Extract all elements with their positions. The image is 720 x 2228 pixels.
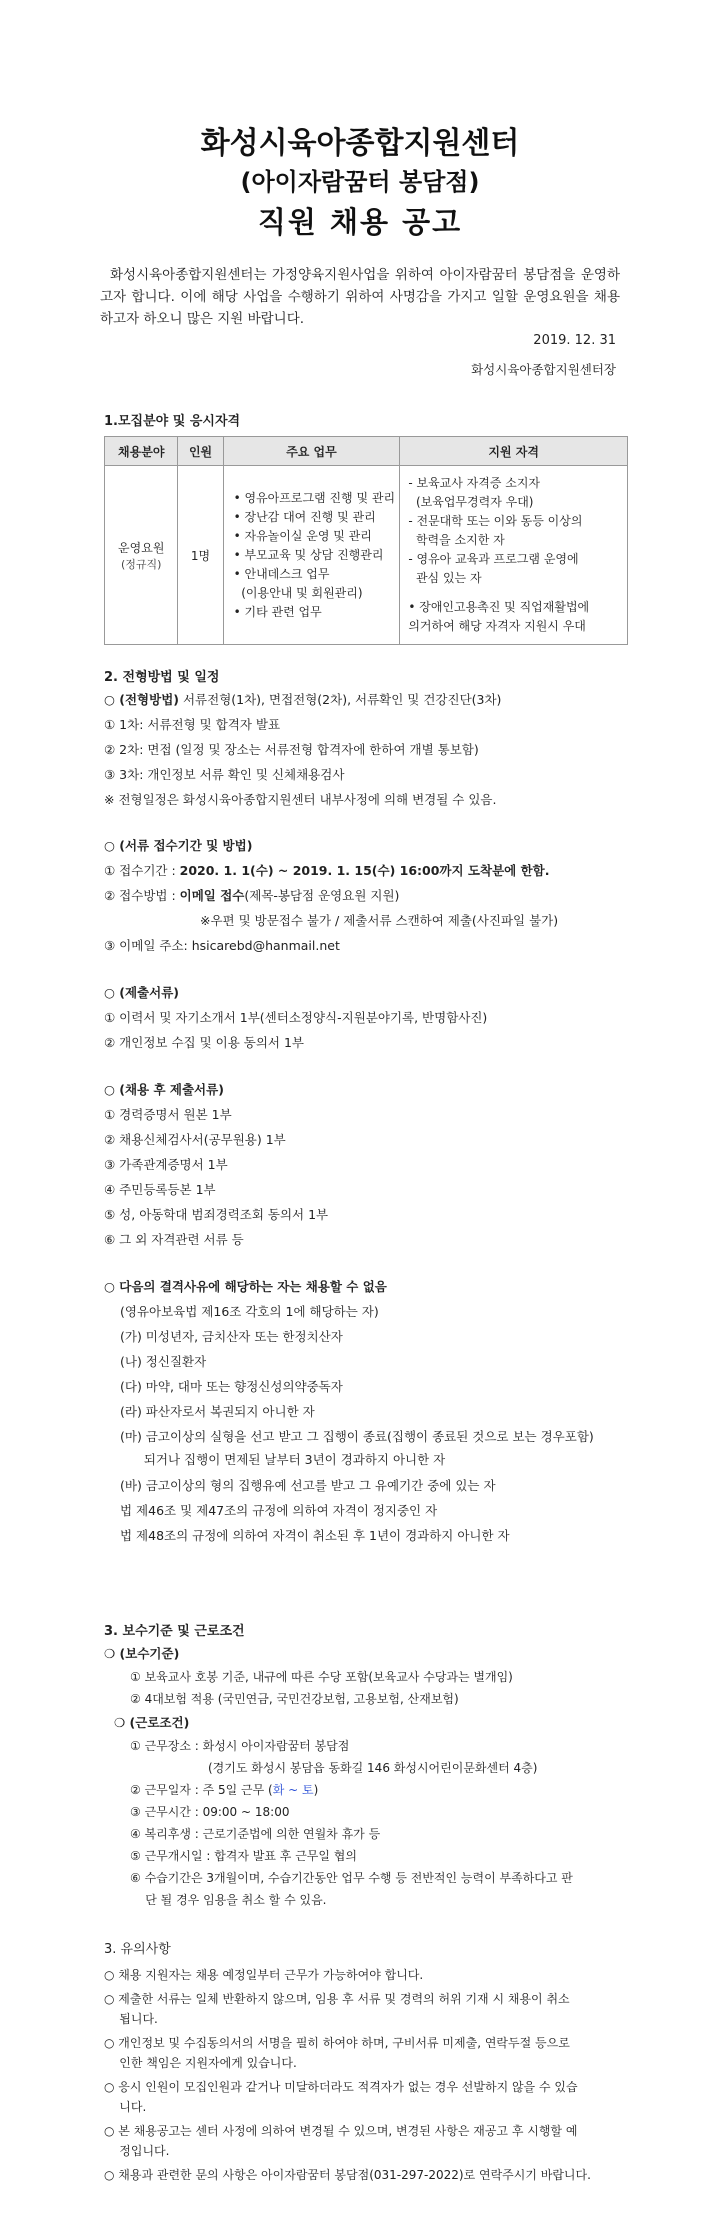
receipt-method-detail: (제목-봉담점 운영요원 지원): [244, 888, 400, 903]
note-item: ○ 채용 지원자는 채용 예정일부터 근무가 가능하여야 합니다.: [104, 1968, 424, 1982]
method-label: ○ (전형방법): [104, 692, 179, 707]
note-item: 됩니다.: [104, 2012, 158, 2026]
issuer-name: 화성시육아종합지원센터장: [471, 362, 616, 377]
schedule-note: ※ 전형일정은 화성시육아종합지원센터 내부사정에 의해 변경될 수 있음.: [104, 792, 497, 807]
pay-item: ② 4대보험 적용 (국민연금, 국민건강보험, 고용보험, 산재보험): [130, 1692, 459, 1706]
table-header-cell: 지원 자격: [400, 437, 628, 466]
notice-title-branch: (아이자람꿈터 봉담점): [240, 168, 480, 196]
section2-heading: 2. 전형방법 및 일정: [104, 670, 220, 685]
duty-item: • 영유아프로그램 진행 및 관리: [233, 490, 396, 505]
work-days-close: ): [313, 1783, 319, 1797]
duties-cell: [223, 466, 400, 645]
work-item: ⑥ 수습기간은 3개월이며, 수습기간동안 업무 수행 등 전반적인 능력이 부족하다고 판: [130, 1871, 573, 1885]
notice-title-center: 화성시육아종합지원센터: [200, 126, 520, 161]
section3-heading: 3. 보수기준 및 근로조건: [104, 1624, 245, 1639]
qualification-item: (보육업무경력자 우대): [408, 495, 534, 509]
step-item: ② 2차: 면접 (일정 및 장소는 서류전형 합격자에 한하여 개별 통보함): [104, 742, 479, 757]
duty-item: • 안내데스크 업무: [233, 566, 330, 581]
section4-heading: 3. 유의사항: [104, 1942, 171, 1957]
doc-item: ② 개인정보 수집 및 이용 동의서 1부: [104, 1035, 304, 1050]
work-days-label: ② 근무일자 : 주 5일 근무 (: [130, 1783, 273, 1797]
disqualification-item: (가) 미성년자, 금치산자 또는 한정치산자: [120, 1329, 343, 1344]
pay-heading: ❍ (보수기준): [104, 1646, 180, 1661]
step-item: ③ 3차: 개인정보 서류 확인 및 신체채용검사: [104, 767, 345, 782]
disqualification-item: (마) 금고이상의 실형을 선고 받고 그 집행이 종료(집행이 종료된 것으로 보는 경우포함): [120, 1429, 594, 1444]
note-item: 니다.: [104, 2100, 147, 2114]
disqualification-item: (나) 정신질환자: [120, 1354, 207, 1369]
receipt-note: ※우편 및 방문접수 불가 / 제출서류 스캔하여 제출(사진파일 불가): [200, 913, 559, 928]
duty-item: • 장난감 대여 진행 및 관리: [233, 509, 376, 524]
disqualification-item: (다) 마약, 대마 또는 향정신성의약중독자: [120, 1379, 343, 1394]
qualification-item: - 영유아 교육과 프로그램 운영에: [408, 552, 579, 566]
table-header-cell: 주요 업무: [223, 437, 400, 466]
qualification-item: 학력을 소지한 자: [408, 533, 505, 547]
table-row: [105, 466, 628, 645]
disqualification-item: (바) 금고이상의 형의 집행유예 선고를 받고 그 유예기간 중에 있는 자: [120, 1478, 496, 1493]
work-item: ④ 복리후생 : 근로기준법에 의한 연월차 휴가 등: [130, 1827, 381, 1841]
qualification-item: 의거하여 해당 자격자 지원시 우대: [408, 619, 586, 633]
work-item: ③ 근무시간 : 09:00 ~ 18:00: [130, 1805, 290, 1819]
count-cell: 1명: [178, 466, 223, 645]
note-item: ○ 제출한 서류는 일체 반환하지 않으며, 임용 후 서류 및 경력의 허위 기재 시 채용이 취소: [104, 1992, 570, 2006]
note-item: ○ 본 채용공고는 센터 사정에 의하여 변경될 수 있으며, 변경된 사항은 재공고 후 시행할 예: [104, 2124, 578, 2138]
note-item: ○ 채용과 관련한 문의 사항은 아이자람꿈터 봉담점(031-297-2022)로 연락주시기 바랍니다.: [104, 2168, 591, 2182]
table-header-cell: 인원: [178, 437, 223, 466]
note-item: ○ 응시 인원이 모집인원과 같거나 미달하더라도 적격자가 없는 경우 선발하지 않을 수 있습: [104, 2080, 578, 2094]
field-cell: [105, 466, 178, 645]
qualification-spacer: [408, 588, 621, 598]
pay-item: ① 보육교사 호봉 기준, 내규에 따른 수당 포함(보육교사 수당과는 별개임): [130, 1670, 513, 1684]
method-text: 서류전형(1차), 면접전형(2차), 서류확인 및 건강진단(3차): [179, 692, 502, 707]
table-header-row: [105, 437, 628, 466]
disqualification-item: 되거나 집행이 면제된 날부터 3년이 경과하지 아니한 자: [120, 1452, 446, 1467]
note-item: ○ 개인정보 및 수집동의서의 서명을 필히 하여야 하며, 구비서류 미제출, 연락두절 등으로: [104, 2036, 570, 2050]
receipt-period: 2020. 1. 1(수) ~ 2019. 1. 15(수) 16:00까지 도착분에 한함.: [179, 863, 550, 878]
qualification-item: - 전문대학 또는 이와 동등 이상의: [408, 514, 583, 528]
receipt-method: 이메일 접수: [179, 888, 245, 903]
notice-title-main: 직원 채용 공고: [257, 205, 463, 239]
receipt-period-label: ① 접수기간 :: [104, 863, 180, 878]
work-place-address: (경기도 화성시 봉담읍 동화길 146 화성시어린이문화센터 4층): [208, 1761, 538, 1775]
duty-item: • 부모교육 및 상담 진행관리: [233, 547, 384, 562]
qualification-item: • 장애인고용촉진 및 직업재활법에: [408, 600, 590, 614]
doc-item: ① 이력서 및 자기소개서 1부(센터소정양식-지원분야기록, 반명함사진): [104, 1010, 488, 1025]
field-name: 운영요원: [118, 540, 165, 555]
disqualification-item: 법 제46조 및 제47조의 규정에 의하여 자격이 정지중인 자: [120, 1503, 438, 1518]
step-item: ① 1차: 서류전형 및 합격자 발표: [104, 717, 281, 732]
after-doc-item: ① 경력증명서 원본 1부: [104, 1107, 232, 1122]
after-doc-item: ② 채용신체검사서(공무원용) 1부: [104, 1132, 286, 1147]
field-type: (정규직): [121, 557, 162, 571]
table-header-cell: 채용분야: [105, 437, 178, 466]
recruitment-table: [104, 436, 628, 645]
after-doc-item: ⑥ 그 외 자격관련 서류 등: [104, 1232, 244, 1247]
work-place: ① 근무장소 : 화성시 아이자람꿈터 봉담점: [130, 1739, 350, 1753]
duty-item: • 자유놀이실 운영 및 관리: [233, 528, 372, 543]
note-item: 정입니다.: [104, 2144, 170, 2158]
work-days: [130, 1781, 318, 1798]
after-docs-heading: ○ (채용 후 제출서류): [104, 1082, 224, 1097]
disqualification-item: (영유아보육법 제16조 각호의 1에 해당하는 자): [120, 1304, 379, 1319]
method-line: [104, 690, 501, 708]
work-days-range: 화 ~ 토: [272, 1783, 314, 1797]
disqualification-heading: ○ 다음의 결격사유에 해당하는 자는 채용할 수 없음: [104, 1279, 387, 1294]
after-doc-item: ⑤ 성, 아동학대 범죄경력조회 동의서 1부: [104, 1207, 329, 1222]
notice-date: 2019. 12. 31: [533, 333, 616, 348]
work-item: ⑤ 근무개시일 : 합격자 발표 후 근무일 협의: [130, 1849, 357, 1863]
receipt-method-label: ② 접수방법 :: [104, 888, 180, 903]
intro-paragraph: 화성시육아종합지원센터는 가정양육지원사업을 위하여 아이자람꿈터 봉담점을 운영하고자 합니다. 이에 해당 사업을 수행하기 위하여 사명감을 가지고 일할 운영요원을 채용하고자 하오니 많은 지원 바랍니다.: [100, 267, 620, 327]
docs-heading: ○ (제출서류): [104, 985, 179, 1000]
after-doc-item: ③ 가족관계증명서 1부: [104, 1157, 228, 1172]
disqualification-item: (라) 파산자로서 복권되지 아니한 자: [120, 1404, 315, 1419]
receipt-email: ③ 이메일 주소: hsicarebd@hanmail.net: [104, 938, 340, 953]
qualifications-cell: [400, 466, 628, 645]
qualification-item: 관심 있는 자: [408, 571, 482, 585]
duty-item: • 기타 관련 업무: [233, 604, 322, 619]
section1-heading: 1.모집분야 및 응시자격: [104, 414, 241, 429]
note-item: 인한 책임은 지원자에게 있습니다.: [104, 2056, 297, 2070]
receipt-method-line: [104, 886, 399, 904]
receipt-period-line: [104, 861, 549, 879]
qualification-item: - 보육교사 자격증 소지자: [408, 476, 541, 490]
duty-item: (이용안내 및 회원관리): [233, 585, 363, 600]
disqualification-item: 법 제48조의 규정에 의하여 자격이 취소된 후 1년이 경과하지 아니한 자: [120, 1528, 510, 1543]
work-item: 단 될 경우 임용을 취소 할 수 있음.: [130, 1893, 327, 1907]
after-doc-item: ④ 주민등록등본 1부: [104, 1182, 216, 1197]
receipt-heading: ○ (서류 접수기간 및 방법): [104, 838, 253, 853]
work-heading: ❍ (근로조건): [114, 1715, 190, 1730]
